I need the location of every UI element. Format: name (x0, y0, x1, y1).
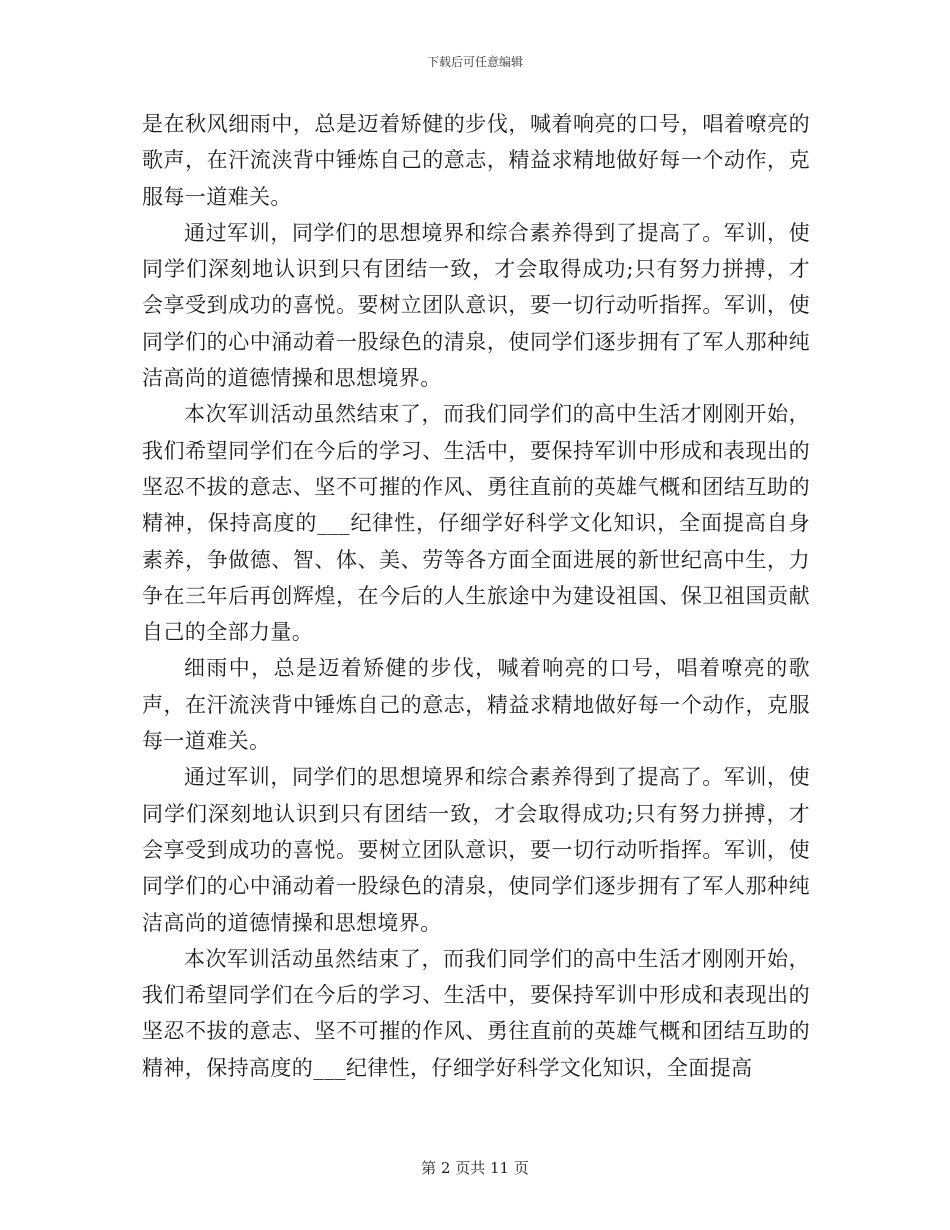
page-header: 下载后可任意编辑 (426, 55, 523, 69)
paragraph-6: 本次军训活动虽然结束了，而我们同学们的高中生活才刚刚开始，我们希望同学们在今后的学习、生活中，要保持军训中形成和表现出的坚忍不拔的意志、坚不可摧的作风、勇往直前的英雄气概和团结互助的精神，保持高度的___纪律性，仔细学好科学文化知识，全面提高 (142, 946, 810, 1080)
paragraph-5: 通过军训，同学们的思想境界和综合素养得到了提高了。军训，使同学们深刻地认识到只有团结一致，才会取得成功;只有努力拼搏，才会享受到成功的喜悦。要树立团队意识，要一切行动听指挥。军训，使同学们的心中涌动着一股绿色的清泉，使同学们逐步拥有了军人那种纯洁高尚的道德情操和思想境界。 (142, 765, 810, 935)
document-body (142, 106, 810, 1086)
paragraph-1: 是在秋风细雨中，总是迈着矫健的步伐，喊着响亮的口号，唱着嘹亮的歌声，在汗流浃背中锤炼自己的意志，精益求精地做好每一个动作，克服每一道难关。 (142, 112, 810, 209)
page-footer: 第 2 页共 11 页 (421, 1159, 529, 1177)
paragraph-4: 细雨中，总是迈着矫健的步伐，喊着响亮的口号，唱着嘹亮的歌声，在汗流浃背中锤炼自己的意志，精益求精地做好每一个动作，克服每一道难关。 (142, 656, 810, 754)
paragraph-3: 本次军训活动虽然结束了，而我们同学们的高中生活才刚刚开始，我们希望同学们在今后的学习、生活中，要保持军训中形成和表现出的坚忍不拔的意志、坚不可摧的作风、勇往直前的英雄气概和团结互助的精神，保持高度的___纪律性，仔细学好科学文化知识，全面提高自身素养，争做德、智、体、美、劳等各方面全面进展的新世纪高中生，力争在三年后再创辉煌，在今后的人生旅途中为建设祖国、保卫祖国贡献自己的全部力量。 (142, 402, 810, 645)
paragraph-2: 通过军训，同学们的思想境界和综合素养得到了提高了。军训，使同学们深刻地认识到只有团结一致，才会取得成功;只有努力拼搏，才会享受到成功的喜悦。要树立团队意识，要一切行动听指挥。军训，使同学们的心中涌动着一股绿色的清泉，使同学们逐步拥有了军人那种纯洁高尚的道德情操和思想境界。 (142, 220, 810, 391)
